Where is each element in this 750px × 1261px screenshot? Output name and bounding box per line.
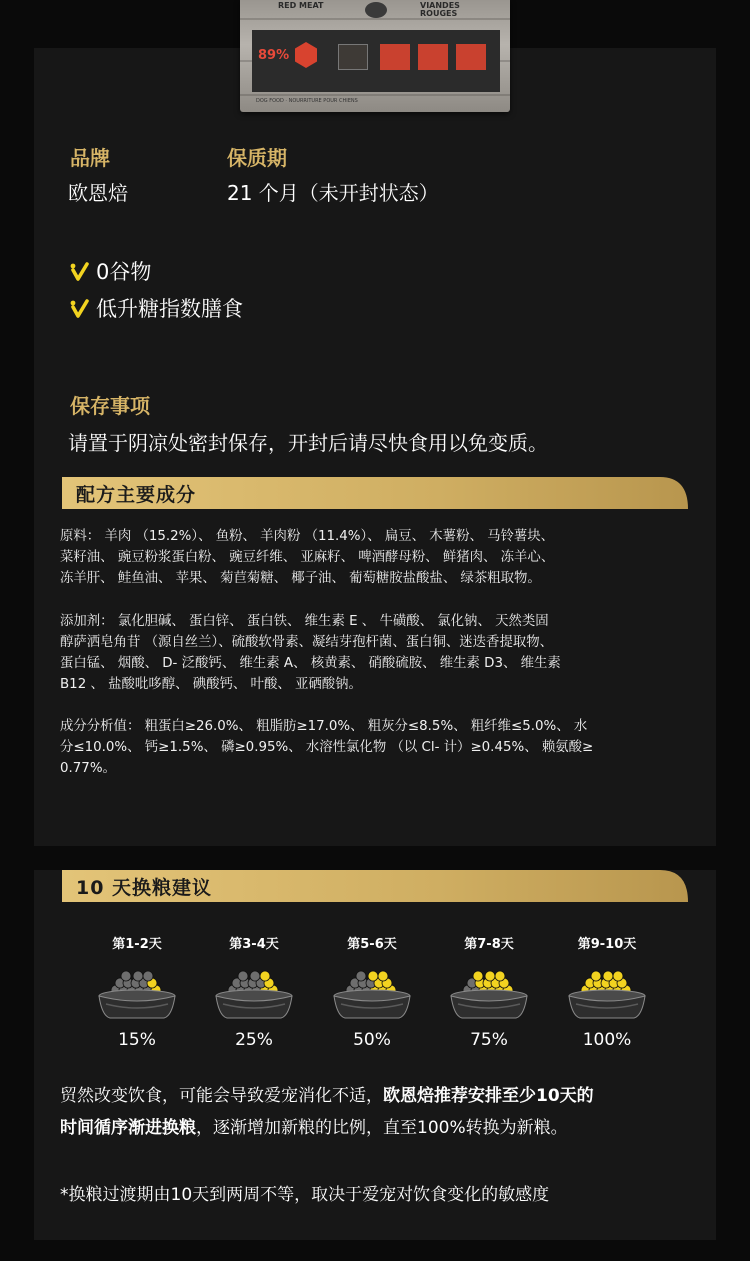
advice-emphasis: 欧恩焙推荐安排至少10天的: [383, 1086, 594, 1106]
new-kibble: [613, 971, 623, 981]
package-icon-2: [380, 44, 410, 70]
brand-label: 品牌: [70, 146, 110, 170]
new-kibble: [485, 971, 495, 981]
transition-banner: [62, 870, 688, 902]
food-bowl-icon: [444, 960, 534, 1024]
stage-label: 第5-6天: [347, 937, 397, 952]
old-kibble: [121, 971, 131, 981]
stage-label: 第7-8天: [464, 937, 514, 952]
stage-percent: 25%: [235, 1030, 273, 1050]
formula-banner: [62, 477, 688, 509]
formula-title: 配方主要成分: [76, 484, 197, 506]
stage-label: 第3-4天: [229, 937, 279, 952]
package-label-right: VIANDES ROUGES: [420, 1, 460, 18]
advice-line-1: [60, 1080, 594, 1112]
shelf-life-label: 保质期: [227, 146, 287, 170]
feature-item: [68, 295, 243, 321]
old-kibble: [250, 971, 260, 981]
shelf-life-value: 21 个月（未开封状态）: [227, 181, 439, 205]
check-icon: [68, 260, 90, 282]
new-kibble: [603, 971, 613, 981]
storage-title: 保存事项: [70, 394, 150, 418]
new-kibble: [378, 971, 388, 981]
food-bowl-icon: [209, 960, 299, 1024]
feature-text: 低升糖指数膳食: [96, 297, 243, 321]
new-kibble: [591, 971, 601, 981]
transition-title: 10 天换粮建议: [76, 877, 213, 899]
old-kibble: [133, 971, 143, 981]
product-package-image: [240, 0, 510, 112]
feature-item: [68, 258, 151, 284]
new-kibble: [368, 971, 378, 981]
stage-label: 第1-2天: [112, 937, 162, 952]
analysis-line: 0.77%。: [60, 761, 116, 776]
ingredients-line: 原料： 羊肉 （15.2%）、 鱼粉、 羊肉粉 （11.4%）、 扁豆、 木薯粉、 马铃薯块、: [60, 529, 555, 544]
stage-percent: 15%: [118, 1030, 156, 1050]
analysis-line: 成分分析值： 粗蛋白≥26.0%、 粗脂肪≥17.0%、 粗灰分≤8.5%、 粗纤维≤5.0%、 水: [60, 719, 588, 734]
package-label-left: RED MEAT: [278, 1, 324, 10]
new-kibble: [260, 971, 270, 981]
additives-line: 蛋白锰、 烟酸、 D- 泛酸钙、 维生素 A、 核黄素、 硝酸硫胺、 维生素 D3、 维生素: [60, 656, 561, 671]
package-logo: [365, 2, 387, 18]
old-kibble: [356, 971, 366, 981]
stage-percent: 50%: [353, 1030, 391, 1050]
package-icon-4: [456, 44, 486, 70]
old-kibble: [143, 971, 153, 981]
package-footer-text: DOG FOOD · NOURRITURE POUR CHIENS: [256, 98, 358, 104]
analysis-paragraph: [60, 716, 692, 779]
ingredients-line: 冻羊肝、 鲑鱼油、 苹果、 菊苣菊糖、 椰子油、 葡萄糖胺盐酸盐、 绿茶粗取物。: [60, 571, 541, 586]
ingredients-paragraph: [60, 526, 692, 589]
brand-value: 欧恩焙: [68, 181, 128, 205]
check-icon: [68, 297, 90, 319]
stage-percent: 100%: [582, 1030, 632, 1050]
stage-label: 第9-10天: [577, 937, 637, 952]
additives-line: 醇萨洒皂角苷 （源自丝兰）、硫酸软骨素、凝结芽孢杆菌、蛋白铜、迷迭香提取物、: [60, 635, 554, 650]
transition-note: *换粮过渡期由10天到两周不等，取决于爱宠对饮食变化的敏感度: [60, 1185, 550, 1205]
advice-emphasis: 时间循序渐进换粮: [60, 1118, 196, 1138]
ingredients-line: 菜籽油、 豌豆粉浆蛋白粉、 豌豆纤维、 亚麻籽、 啤酒酵母粉、 鲜猪肉、 冻羊心、: [60, 550, 555, 565]
additives-line: 添加剂： 氯化胆碱、 蛋白锌、 蛋白铁、 维生素 E 、 牛磺酸、 氯化钠、 天然类固: [60, 614, 549, 629]
package-icon-3: [418, 44, 448, 70]
food-bowl-icon: [92, 960, 182, 1024]
additives-line: B12 、 盐酸吡哆醇、 碘酸钙、 叶酸、 亚硒酸钠。: [60, 677, 362, 692]
new-kibble: [495, 971, 505, 981]
old-kibble: [238, 971, 248, 981]
stage-percent: 75%: [470, 1030, 508, 1050]
analysis-line: 分≤10.0%、 钙≥1.5%、 磷≥0.95%、 水溶性氯化物 （以 Cl- 计）≥0.45%、 赖氨酸≥: [60, 740, 594, 755]
package-icon-1: [338, 44, 368, 70]
advice-line-2: [60, 1112, 568, 1144]
package-percent: 89%: [258, 48, 290, 63]
feature-text: 0谷物: [96, 260, 152, 284]
advice-text: ，逐渐增加新粮的比例，直至100%转换为新粮。: [196, 1118, 568, 1138]
storage-text: 请置于阴凉处密封保存，开封后请尽快食用以免变质。: [68, 431, 548, 455]
advice-text: 贸然改变饮食，可能会导致爱宠消化不适，: [60, 1086, 383, 1106]
food-bowl-icon: [562, 960, 652, 1024]
food-bowl-icon: [327, 960, 417, 1024]
additives-paragraph: [60, 611, 692, 695]
new-kibble: [473, 971, 483, 981]
